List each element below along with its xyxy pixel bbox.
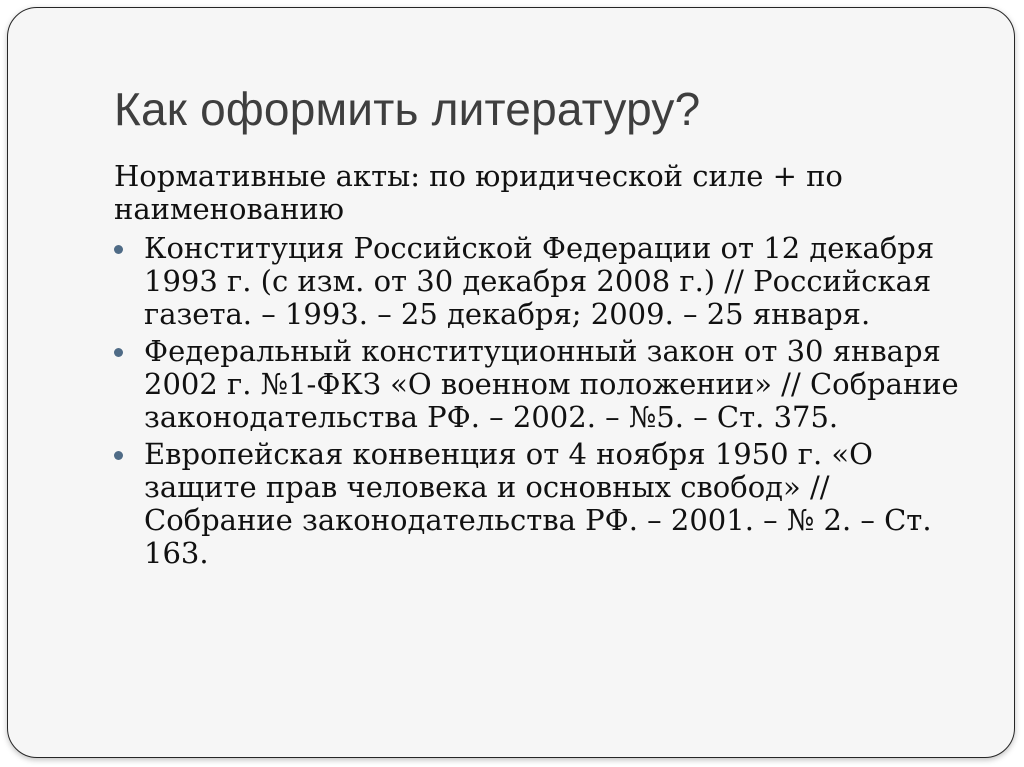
bullet-icon: [114, 348, 123, 357]
bullet-icon: [114, 451, 123, 460]
list-item: [114, 232, 974, 331]
list-item-text: Конституция Российской Федерации от 12 декабря 1993 г. (с изм. от 30 декабря 2008 г.) // Российская газета. – 1993. – 25 декабря; 2009. – 25 января.: [144, 231, 935, 331]
list-item-text: Федеральный конституционный закон от 30 января 2002 г. №1-ФКЗ «О военном положении» // Собрание законодательства РФ. – 2002. – №5. – Ст. 375.: [144, 334, 959, 434]
slide-body: [114, 160, 974, 574]
reference-list: [114, 232, 974, 570]
intro-text: Нормативные акты: по юридической силе + по наименованию: [114, 159, 843, 226]
list-item: [114, 438, 974, 570]
slide-title: Как оформить литературу?: [114, 83, 701, 135]
list-item-text: Европейская конвенция от 4 ноября 1950 г. «О защите прав человека и основных свобод» // Собрание законодательства РФ. – 2001. – № 2. – Ст. 163.: [144, 437, 932, 570]
bullet-icon: [114, 245, 123, 254]
list-item: [114, 335, 974, 434]
